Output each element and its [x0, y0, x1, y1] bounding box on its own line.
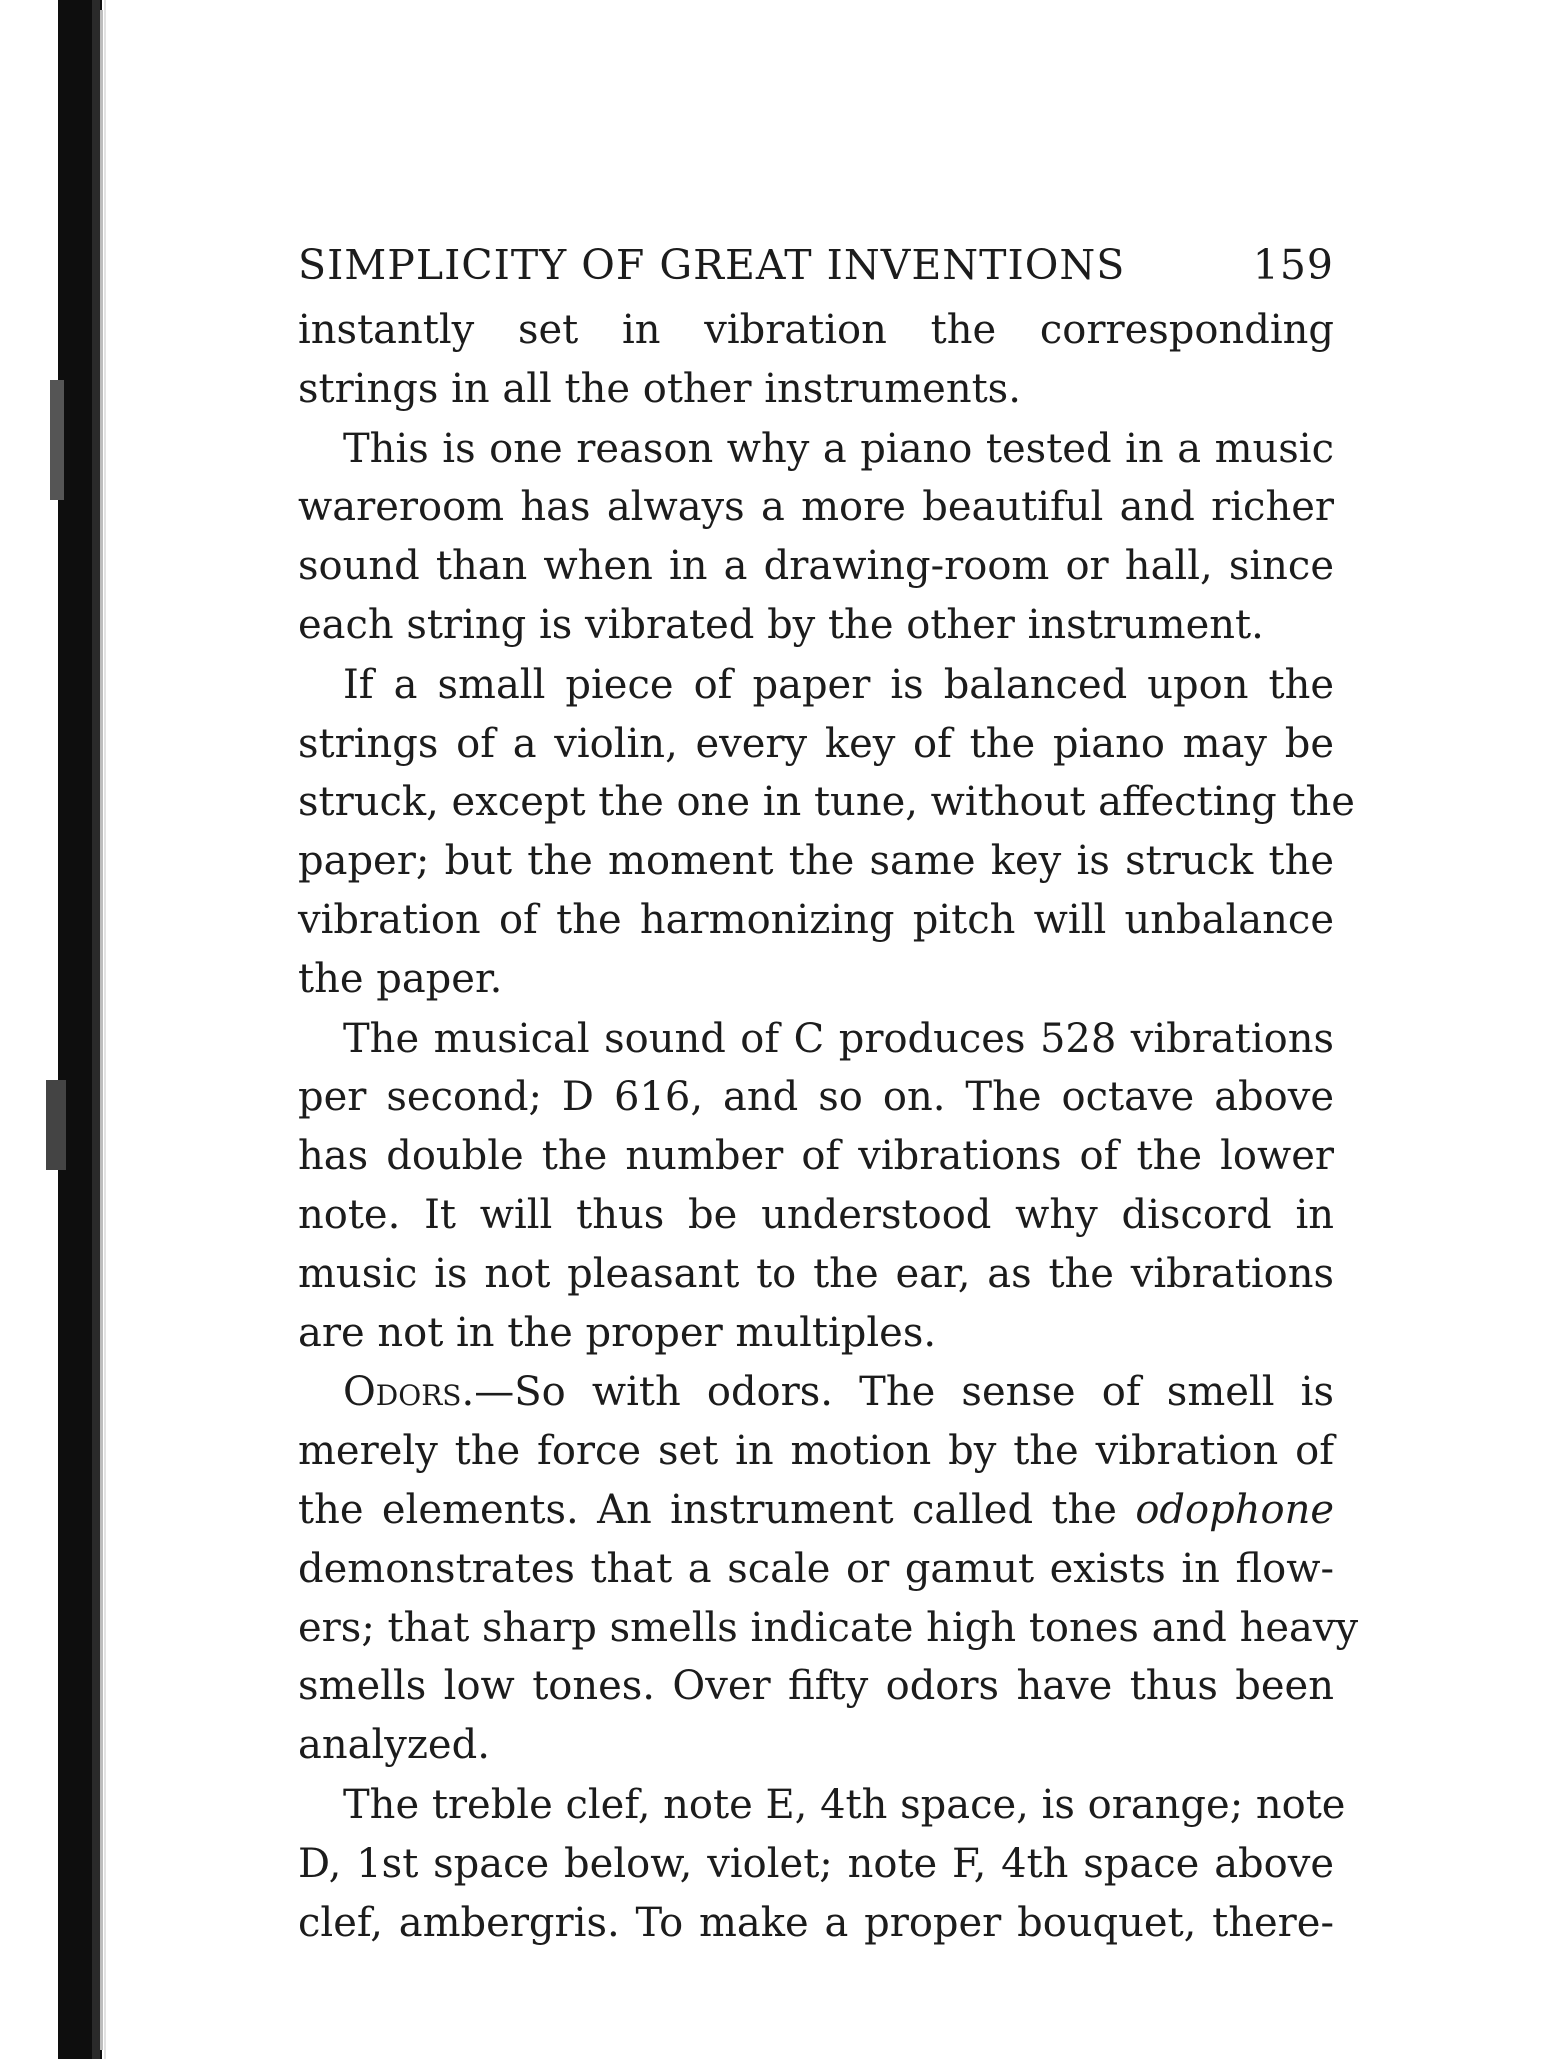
text-line: struck, except the one in tune, without affecting the [298, 779, 1355, 826]
paragraph-violin-paper [298, 656, 1355, 1009]
text-line: strings in all the other instruments. [298, 365, 1021, 412]
text-line: strings of a violin, every key of the piano may be [298, 720, 1334, 767]
text-run: the elements. An instrument called the [298, 1486, 1136, 1533]
text-line: per second; D 616, and so on. The octave above [298, 1074, 1334, 1121]
text-line: The treble clef, note E, 4th space, is orange; note [343, 1781, 1346, 1828]
text-line: smells low tones. Over fifty odors have thus been [298, 1663, 1334, 1710]
text-line: wareroom has always a more beautiful and richer [298, 484, 1334, 531]
text-line: demonstrates that a scale or gamut exists in flow- [298, 1545, 1334, 1592]
text-line: D, 1st space below, violet; note F, 4th space above [298, 1840, 1334, 1887]
text-line: sound than when in a drawing-room or hall, since [298, 543, 1334, 590]
text-run: —So with odors. The sense of smell is [474, 1369, 1334, 1416]
text-line: vibration of the harmonizing pitch will unbalance [298, 896, 1334, 943]
running-head [298, 235, 1334, 295]
text-line: the paper. [298, 955, 503, 1002]
text-line: note. It will thus be understood why discord in [298, 1191, 1334, 1238]
book-binding-shadow [0, 0, 118, 2059]
paragraph-continuation [298, 301, 1334, 419]
italic-term-odophone: odophone [1135, 1486, 1334, 1533]
paragraph-odors [298, 1363, 1359, 1775]
text-line: ers; that sharp smells indicate high tones and heavy [298, 1604, 1359, 1651]
text-line: are not in the proper multiples. [298, 1309, 937, 1356]
text-line: This is one reason why a piano tested in a music [343, 425, 1334, 472]
text-line: has double the number of vibrations of the lower [298, 1133, 1334, 1180]
page-number: 159 [1252, 241, 1334, 289]
text-line [298, 1363, 1334, 1422]
running-head-title: SIMPLICITY OF GREAT INVENTIONS [298, 241, 1126, 289]
text-line: The musical sound of C produces 528 vibrations [343, 1015, 1334, 1062]
text-line: analyzed. [298, 1722, 490, 1769]
text-line: clef, ambergris. To make a proper bouquet, there- [298, 1899, 1334, 1946]
paragraph-musical-vibrations [298, 1010, 1334, 1363]
section-heading-odors: Odors. [343, 1369, 475, 1416]
text-line [298, 1481, 1334, 1540]
text-line: music is not pleasant to the ear, as the vibrations [298, 1250, 1334, 1297]
book-page [298, 235, 1359, 1953]
paragraph-treble-clef [298, 1776, 1346, 1952]
paragraph-piano-wareroom [298, 420, 1334, 655]
text-line: If a small piece of paper is balanced upon the [343, 661, 1334, 708]
text-line: merely the force set in motion by the vibration of [298, 1428, 1334, 1475]
text-line: paper; but the moment the same key is struck the [298, 838, 1334, 885]
text-line: each string is vibrated by the other instrument. [298, 601, 1264, 648]
text-line: instantly set in vibration the corresponding [298, 307, 1334, 353]
